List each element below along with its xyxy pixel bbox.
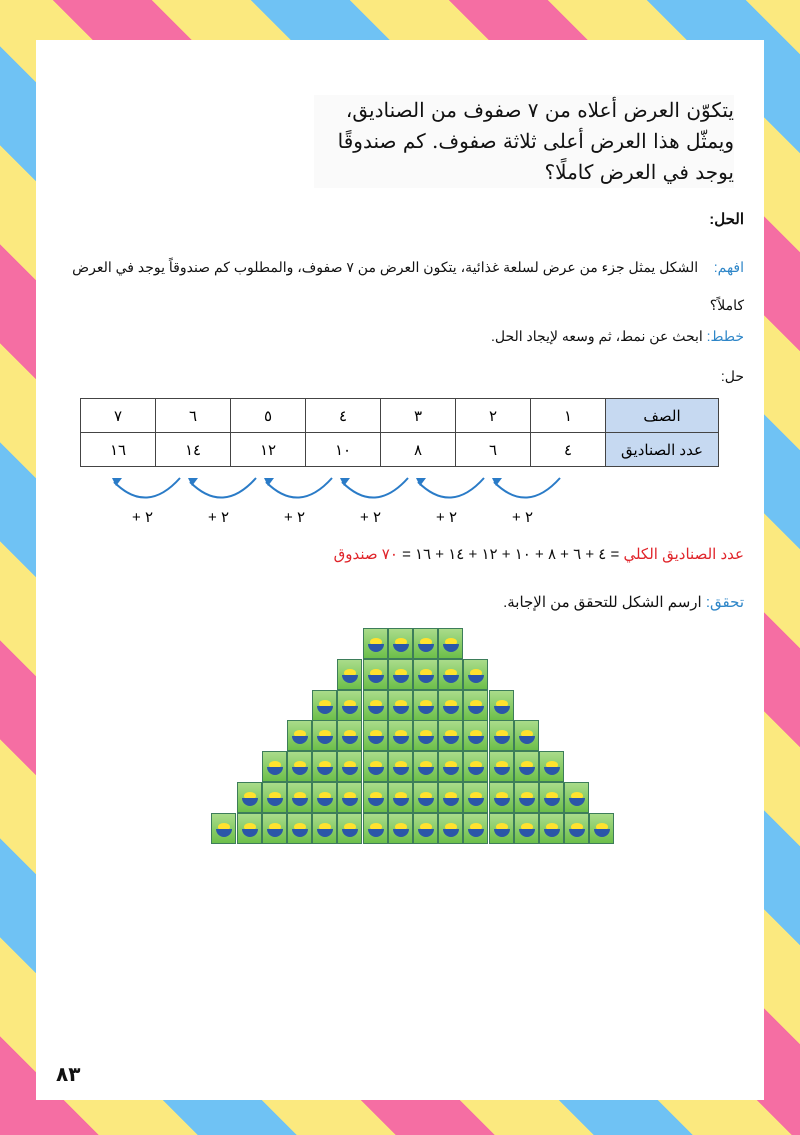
cereal-box [262, 813, 287, 844]
cereal-box [287, 720, 312, 751]
arc-arrow [494, 478, 560, 498]
cereal-box [388, 720, 413, 751]
cereal-box [413, 720, 438, 751]
cereal-box [463, 751, 488, 782]
cereal-box [514, 751, 539, 782]
table-cell: ٦ [456, 433, 531, 467]
header-row: الصف [606, 399, 719, 433]
cereal-box [413, 628, 438, 659]
cereal-box [489, 720, 514, 751]
cereal-box [514, 782, 539, 813]
cereal-box [413, 782, 438, 813]
cereal-box [337, 751, 362, 782]
cereal-box [312, 782, 337, 813]
cereal-box [438, 659, 463, 690]
table-cell: ١٤ [156, 433, 231, 467]
cereal-box [589, 813, 614, 844]
cereal-box [337, 720, 362, 751]
cereal-box [539, 782, 564, 813]
cereal-box [388, 813, 413, 844]
cereal-box [337, 782, 362, 813]
cereal-box [262, 782, 287, 813]
page-number: ٨٣ [56, 1062, 81, 1086]
cereal-box [388, 751, 413, 782]
cereal-box [388, 659, 413, 690]
cereal-box [363, 720, 388, 751]
cereal-box [489, 751, 514, 782]
plan-label: خطط: [706, 328, 744, 344]
cereal-box [463, 782, 488, 813]
cereal-box [363, 751, 388, 782]
cereal-box [363, 782, 388, 813]
arc-arrow [266, 478, 332, 498]
cereal-box [438, 782, 463, 813]
table-cell: ٨ [381, 433, 456, 467]
cereal-box [539, 813, 564, 844]
increment-label: ٢ + [208, 509, 229, 526]
table-cell: ١ [531, 399, 606, 433]
arc-arrow [114, 478, 180, 498]
cereal-box [438, 720, 463, 751]
cereal-box [312, 813, 337, 844]
cereal-box [337, 690, 362, 721]
table-cell: ١٦ [81, 433, 156, 467]
cereal-box [388, 628, 413, 659]
table-cell: ٢ [456, 399, 531, 433]
table-cell: ٧ [81, 399, 156, 433]
check-step [503, 593, 744, 611]
cereal-box [337, 813, 362, 844]
understand-text: الشكل يمثل جزء من عرض لسلعة غذائية، يتكون العرض من ٧ صفوف، والمطلوب كم صندوقاً يوجد في العرض كاملاً؟ [72, 259, 744, 313]
cereal-box [312, 720, 337, 751]
table-cell: ٦ [156, 399, 231, 433]
understand-label: افهم: [713, 259, 744, 275]
cereal-box [363, 659, 388, 690]
solve-label: حل: [720, 368, 744, 384]
check-label: تحقق: [705, 594, 744, 611]
cereal-box [388, 782, 413, 813]
table-cell: ٥ [231, 399, 306, 433]
increment-arrows [36, 40, 764, 560]
textbook-page [36, 40, 764, 1100]
cereal-box [489, 782, 514, 813]
cereal-box [438, 628, 463, 659]
plan-text: ابحث عن نمط، ثم وسعه لإيجاد الحل. [490, 328, 703, 344]
cereal-box [337, 659, 362, 690]
cereal-box [413, 690, 438, 721]
cereal-box [514, 720, 539, 751]
cereal-box [489, 813, 514, 844]
cereal-box [262, 751, 287, 782]
increment-label: ٢ + [360, 509, 381, 526]
arc-arrow [418, 478, 484, 498]
table-cell: ٤ [306, 399, 381, 433]
total-equation: = ٤ + ٦ + ٨ + ١٠ + ١٢ + ١٤ + ١٦ = [402, 546, 620, 563]
increment-label: ٢ + [512, 509, 533, 526]
total-label: عدد الصناديق الكلي [623, 546, 744, 563]
increment-label: ٢ + [284, 509, 305, 526]
table-cell: ٣ [381, 399, 456, 433]
increment-label: ٢ + [436, 509, 457, 526]
cereal-box [463, 813, 488, 844]
cereal-box [413, 751, 438, 782]
cereal-box [287, 782, 312, 813]
cereal-box [438, 751, 463, 782]
cereal-box [237, 782, 262, 813]
cereal-box [237, 813, 262, 844]
cereal-box [463, 720, 488, 751]
table-cell: ١٢ [231, 433, 306, 467]
solution-label: الحل: [709, 211, 744, 228]
cereal-box [312, 751, 337, 782]
cereal-box [564, 813, 589, 844]
total-result: ٧٠ صندوق [333, 546, 398, 563]
cereal-box [388, 690, 413, 721]
question-text: يتكوّن العرض أعلاه من ٧ صفوف من الصناديق، ويمثّل هذا العرض أعلى ثلاثة صفوف. كم صندوقًا يوجد في العرض كاملًا؟ [314, 95, 734, 188]
cereal-box [438, 690, 463, 721]
total-line [334, 545, 744, 563]
cereal-box [514, 813, 539, 844]
cereal-box [363, 813, 388, 844]
cereal-box [287, 813, 312, 844]
cereal-box [211, 813, 236, 844]
cereal-box [539, 751, 564, 782]
cereal-box [564, 782, 589, 813]
header-count: عدد الصناديق [606, 433, 719, 467]
cereal-box [312, 690, 337, 721]
cereal-box [463, 690, 488, 721]
cereal-box [363, 628, 388, 659]
cereal-box [489, 690, 514, 721]
arc-arrow [342, 478, 408, 498]
cereal-box [463, 659, 488, 690]
check-text: ارسم الشكل للتحقق من الإجابة. [503, 594, 702, 611]
arc-arrow [190, 478, 256, 498]
cereal-box [438, 813, 463, 844]
table-cell: ٤ [531, 433, 606, 467]
cereal-box [413, 659, 438, 690]
cereal-box [363, 690, 388, 721]
cereal-box [287, 751, 312, 782]
table-cell: ١٠ [306, 433, 381, 467]
increment-label: ٢ + [132, 509, 153, 526]
cereal-box [413, 813, 438, 844]
